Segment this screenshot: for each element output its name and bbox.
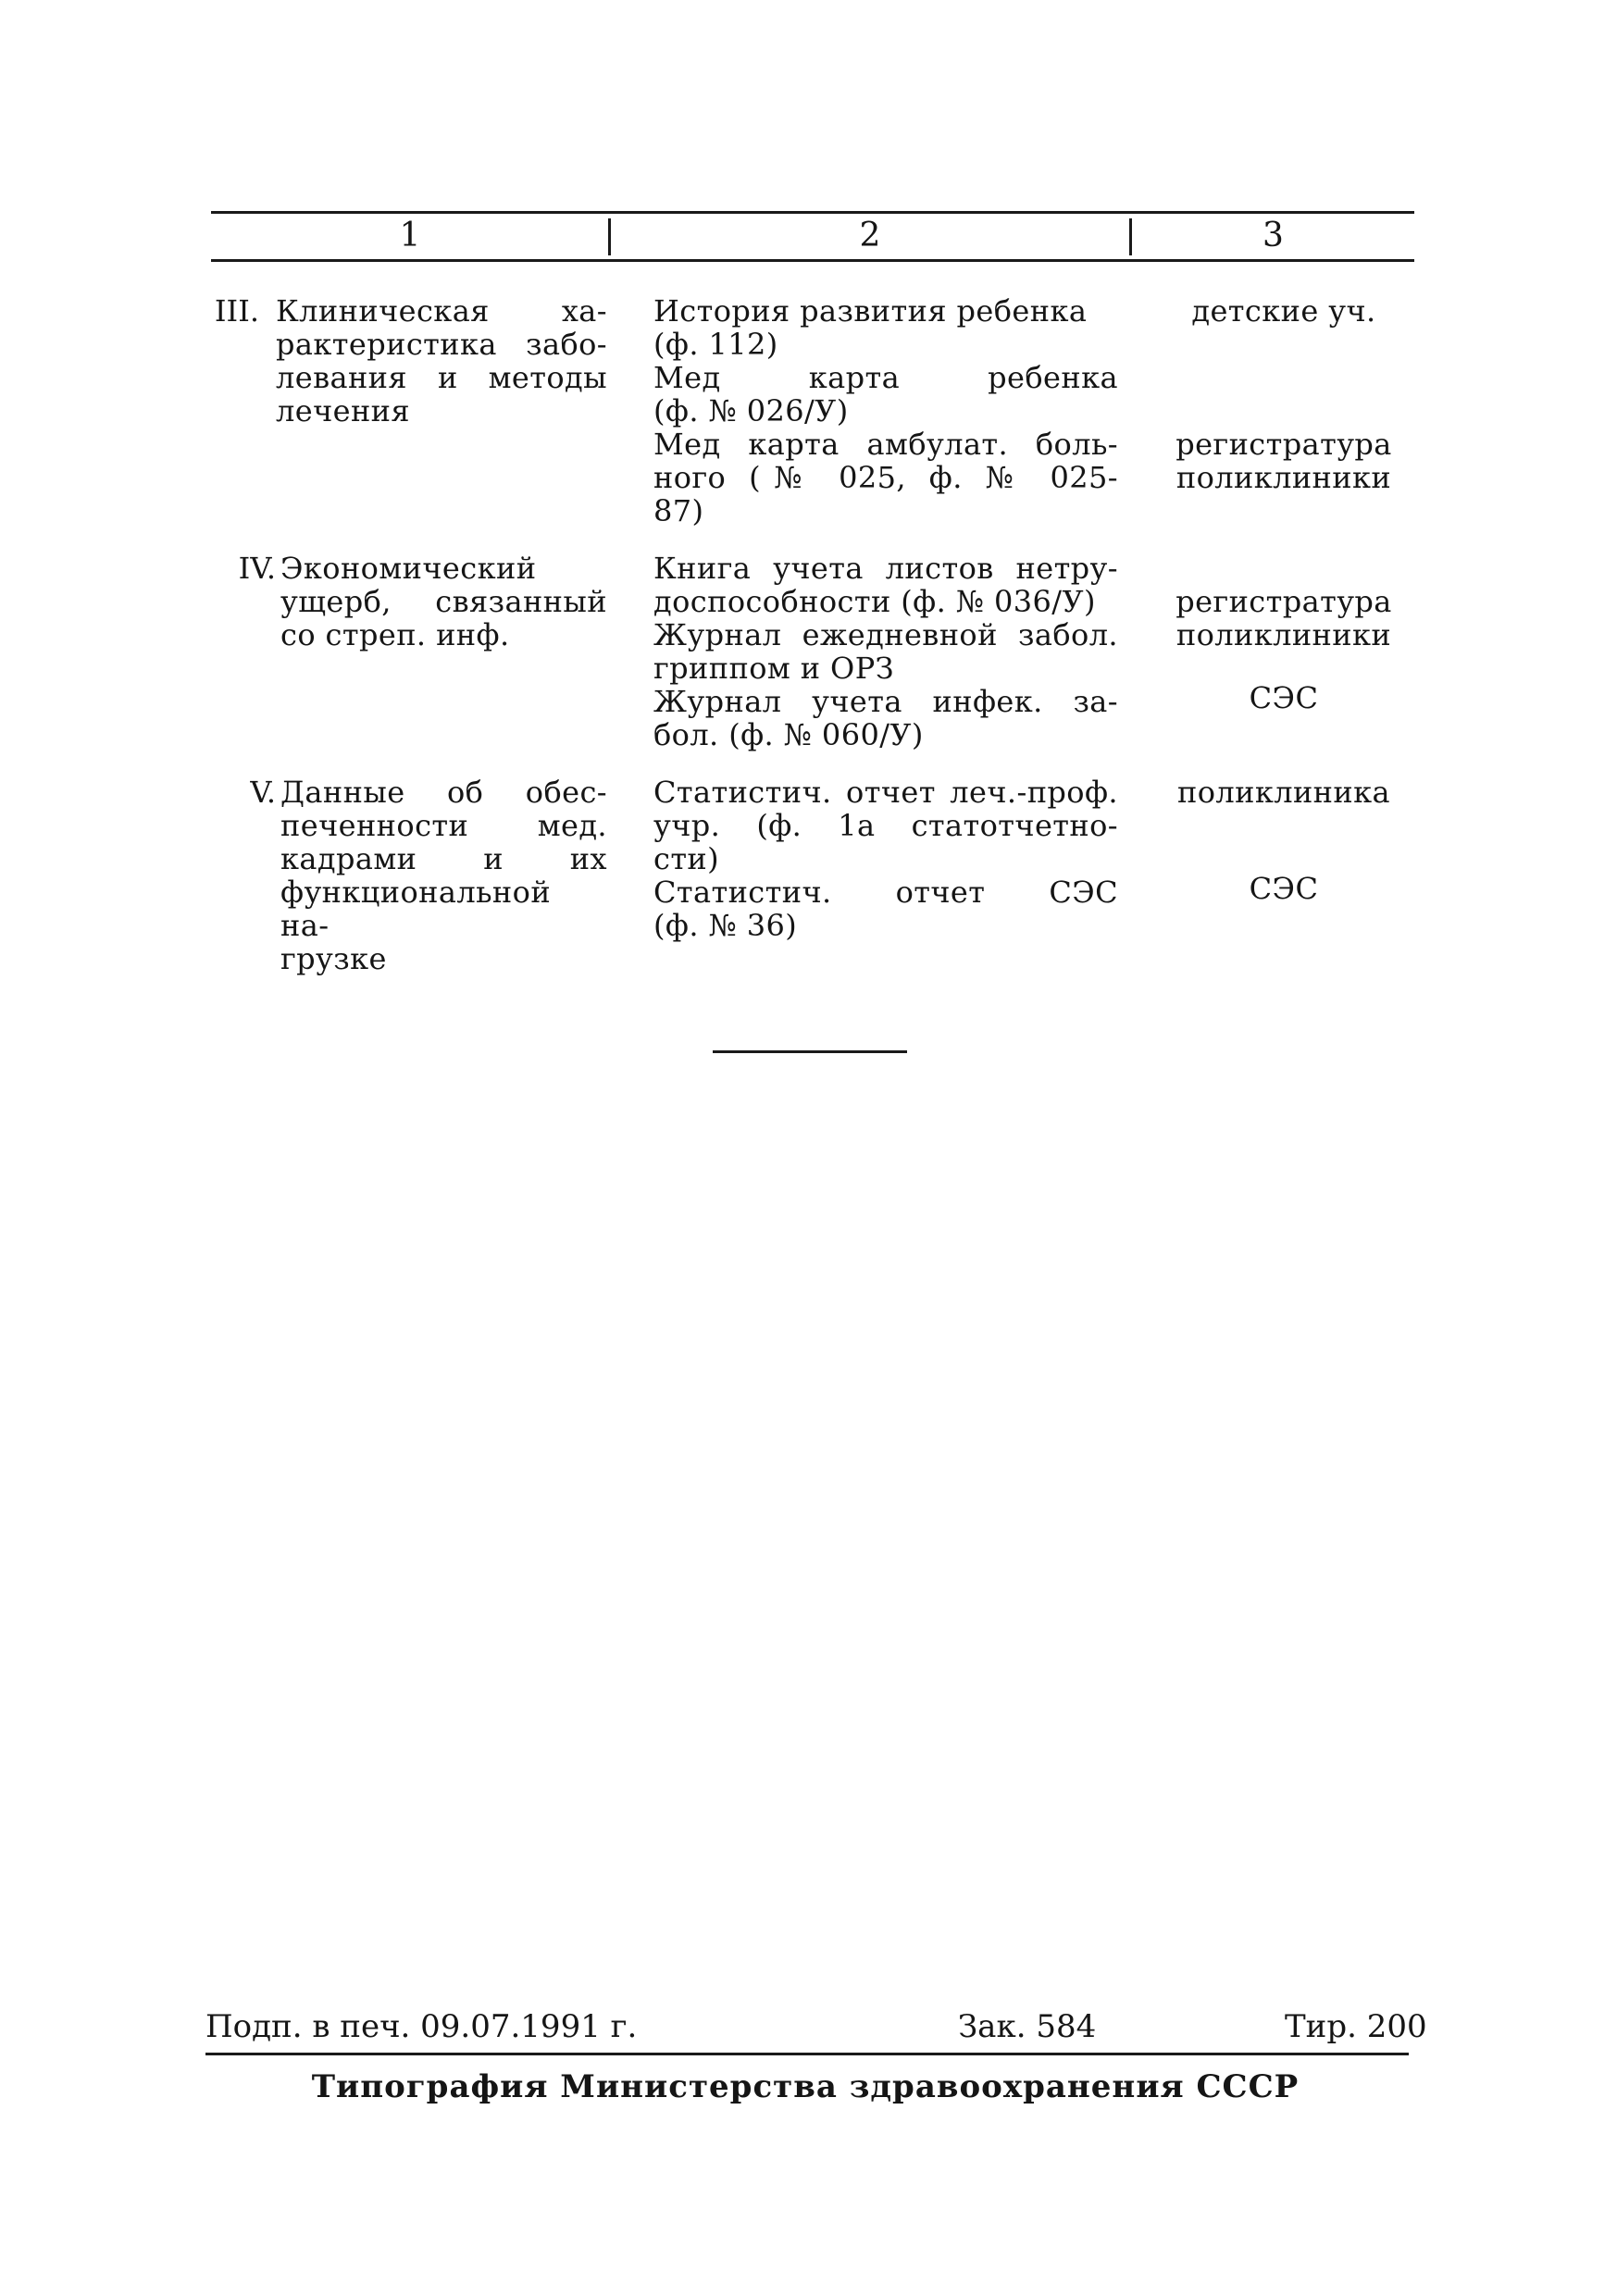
column-header-3: 3 [1263, 217, 1284, 254]
location-line: поликлиника [1176, 775, 1391, 810]
section-title-line: лечения [276, 393, 411, 428]
section-number: V. [250, 775, 276, 810]
printing-house-imprint: Типография Министерства здравоохранения СССР [311, 2068, 1300, 2105]
location-line: регистратура [1175, 427, 1392, 462]
source-line: бол. (ф. № 060/У) [653, 717, 924, 752]
storage-location [1168, 294, 1399, 494]
source-line: (ф. № 026/У) [653, 393, 849, 428]
section-title [276, 294, 607, 428]
source-line: Журнал ежедневной забол. [653, 617, 1118, 652]
section-title-line: ущерб, связанный [280, 584, 607, 619]
storage-location [1168, 552, 1399, 714]
source-documents [653, 776, 1118, 942]
source-line: Мед карта амбулат. боль- [653, 427, 1118, 462]
source-line: гриппом и ОРЗ [653, 651, 894, 686]
source-line: Книга учета листов нетру- [653, 551, 1118, 586]
source-documents [653, 552, 1118, 751]
location-spacer [1168, 394, 1399, 428]
section-title-line: печенности мед. [280, 808, 607, 843]
end-divider [713, 1050, 907, 1053]
location-spacer [1168, 552, 1399, 585]
source-line: Журнал учета инфек. за- [653, 684, 1118, 719]
location-spacer [1168, 652, 1399, 681]
location-spacer [1168, 842, 1399, 872]
section-title [280, 552, 607, 652]
colophon-rule [205, 2053, 1409, 2055]
location-line: регистратура [1175, 584, 1392, 619]
source-line: Статистич. отчет леч.-проф. [653, 775, 1118, 810]
source-line: доспособности (ф. № 036/У) [653, 584, 1096, 619]
source-line: учр. (ф. 1а статотчетно- [653, 808, 1118, 843]
source-line: (ф. № 36) [653, 908, 798, 943]
source-line: сти) [653, 841, 720, 876]
source-line: Мед карта ребенка [653, 360, 1118, 395]
source-line: Статистич. отчет СЭС [653, 875, 1118, 910]
storage-location [1168, 776, 1399, 905]
source-line: История развития ребенка [653, 293, 1088, 329]
section-title-line: со стреп. инф. [280, 617, 510, 652]
source-line: 87) [653, 493, 704, 528]
location-line: СЭС [1249, 871, 1319, 906]
order-number: Зак. 584 [958, 2008, 1097, 2045]
section-title [280, 776, 607, 975]
section-title-line: Экономический [280, 551, 537, 586]
column-header-2: 2 [859, 217, 881, 254]
location-spacer [1168, 361, 1399, 394]
section-number: IV. [238, 551, 276, 586]
table-top-rule [211, 211, 1414, 214]
section-title-line: грузке [280, 941, 387, 976]
location-line: поликлиники [1175, 460, 1392, 495]
table-header-bottom-rule [211, 259, 1414, 262]
column-header-1: 1 [399, 217, 421, 254]
section-title-line: левания и методы [276, 360, 607, 395]
section-title-line: кадрами и их [280, 841, 607, 876]
location-line: поликлиники [1175, 617, 1392, 652]
section-number: III. [214, 293, 259, 329]
section-title-line: Клиническая ха- [276, 293, 607, 329]
section-title-line: рактеристика забо- [276, 327, 607, 362]
section-title-line: функциональной на- [280, 875, 552, 943]
location-line: детские уч. [1191, 293, 1376, 329]
source-line: ного (№ 025, ф. № 025- [653, 460, 1118, 495]
location-line: СЭС [1249, 680, 1319, 715]
location-spacer [1168, 328, 1399, 361]
location-spacer [1168, 809, 1399, 842]
source-line: (ф. 112) [653, 327, 778, 362]
section-title-line: Данные об обес- [280, 775, 607, 810]
signed-to-print: Подп. в печ. 09.07.1991 г. [205, 2008, 638, 2045]
source-documents [653, 294, 1118, 527]
print-run: Тир. 200 [1285, 2008, 1427, 2045]
